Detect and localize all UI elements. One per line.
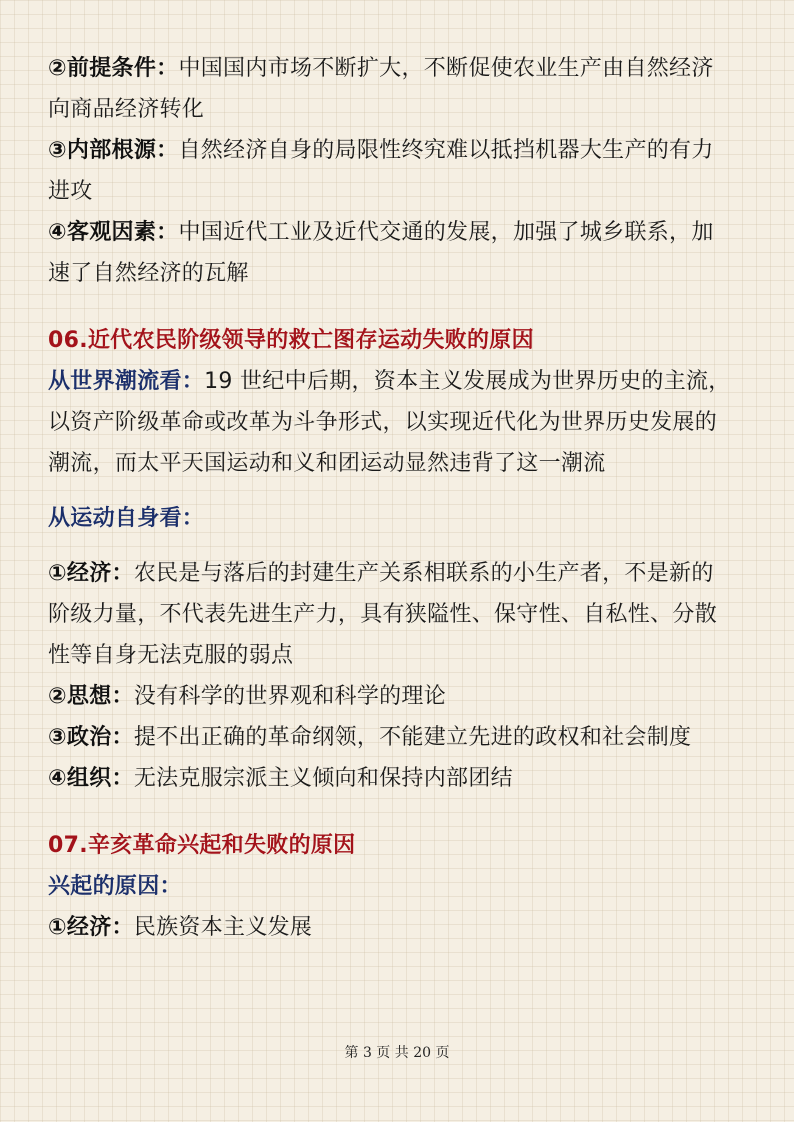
item-label: ②前提条件： <box>48 56 179 81</box>
item <box>48 758 748 799</box>
page-footer: 第 3 页 共 20 页 <box>344 1045 450 1061</box>
item-line-2: 阶级力量，不代表先进生产力，具有狭隘性、保守性、自私性、分散 <box>48 602 718 627</box>
item <box>48 907 748 948</box>
world-line-2: 以资产阶级革命或改革为斗争形式，以实现近代化为世界历史发展的 <box>48 410 718 435</box>
item <box>48 212 748 294</box>
item-label: ④组织： <box>48 766 134 791</box>
item-text: 没有科学的世界观和科学的理论 <box>133 684 447 709</box>
item <box>48 676 748 717</box>
item-label: ③内部根源： <box>48 138 179 163</box>
world-text: 19 世纪中后期，资本主义发展成为世界历史的主流， <box>204 369 731 394</box>
item-label: ④客观因素： <box>48 220 179 245</box>
item-line-2: 向商品经济转化 <box>48 97 205 122</box>
item-line-3: 性等自身无法克服的弱点 <box>48 643 294 668</box>
world-line-1 <box>48 361 748 402</box>
document-page <box>48 48 748 948</box>
section-06-title: 06.近代农民阶级领导的救亡图存运动失败的原因 <box>48 328 534 353</box>
item <box>48 48 748 130</box>
item-text: 中国国内市场不断扩大，不断促使农业生产由自然经济 <box>178 56 714 81</box>
item-text: 提不出正确的革命纲领，不能建立先进的政权和社会制度 <box>133 725 692 750</box>
item-text: 无法克服宗派主义倾向和保持内部团结 <box>133 766 513 791</box>
item <box>48 717 748 758</box>
self-label: 从运动自身看： <box>48 506 205 531</box>
item <box>48 553 748 676</box>
item-label: ①经济： <box>48 561 134 586</box>
item <box>48 130 748 212</box>
item-label: ③政治： <box>48 725 134 750</box>
item-text: 农民是与落后的封建生产关系相联系的小生产者，不是新的 <box>133 561 714 586</box>
item-line-2: 进攻 <box>48 179 93 204</box>
item-text: 自然经济自身的局限性终究难以抵挡机器大生产的有力 <box>178 138 714 163</box>
world-line-3: 潮流，而太平天国运动和义和团运动显然违背了这一潮流 <box>48 451 606 476</box>
item-line-1 <box>48 553 748 594</box>
rise-label: 兴起的原因： <box>48 874 182 899</box>
item-text: 中国近代工业及近代交通的发展，加强了城乡联系，加 <box>178 220 714 245</box>
item-line-1 <box>48 130 748 171</box>
item-text: 民族资本主义发展 <box>133 915 313 940</box>
item-line-2: 速了自然经济的瓦解 <box>48 261 249 286</box>
section-07-title: 07.辛亥革命兴起和失败的原因 <box>48 833 356 858</box>
item-label: ②思想： <box>48 684 134 709</box>
world-label: 从世界潮流看： <box>48 369 205 394</box>
item-label: ①经济： <box>48 915 134 940</box>
item-line-1 <box>48 212 748 253</box>
item-line-1 <box>48 48 748 89</box>
